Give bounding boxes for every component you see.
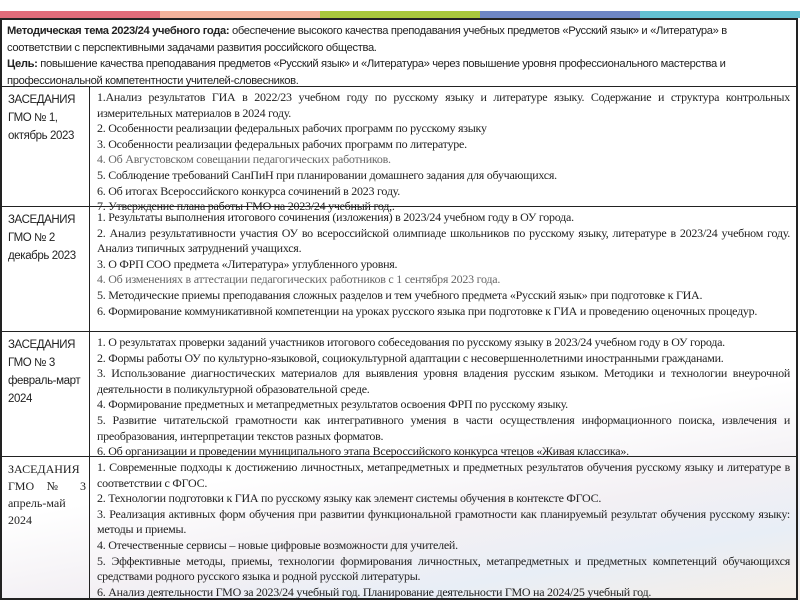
agenda-item: 4. Отечественные сервисы – новые цифровые возможности для учителей. (97, 537, 458, 552)
agenda-item: 1. Результаты выполнения итогового сочинения (изложения) в 2023/24 учебном году в ОУ города. (97, 210, 574, 224)
meeting-agenda (90, 457, 796, 599)
bar-segment (0, 11, 160, 18)
decorative-color-bar (0, 11, 800, 18)
meeting-agenda (90, 207, 796, 331)
agenda-item: 5. Методические приемы преподавания сложных разделов и тем учебного предмета «Русский язык» при подготовке к ГИА. (97, 287, 703, 302)
bar-segment (640, 11, 800, 18)
agenda-item: 2. Анализ результативности участия ОУ во всероссийской олимпиаде школьников по русскому языку, литературе в 2023/24 учебном году. Анализ типичных затруднений учащихся. (97, 225, 790, 256)
table-header (2, 20, 796, 87)
agenda-item: 5. Соблюдение требований СанПиН при планировании домашнего задания для обучающихся. (97, 167, 557, 182)
goal-label: Цель: (7, 58, 38, 70)
agenda-item: 1. Современные подходы к достижению личностных, метапредметных и предметных результатов обучения русскому языку и литературе в соответствии с ФГОС. (97, 460, 790, 490)
agenda-item: 3. Особенности реализации федеральных рабочих программ по литературе. (97, 136, 467, 151)
table-row (2, 332, 796, 457)
agenda-item: 2. Технологии подготовки к ГИА по русскому языку как элемент системы обучения в контексте ФГОС. (97, 491, 602, 506)
agenda-item: 7. Утверждение плана работы ГМО на 2023/24 учебный год,. (97, 199, 395, 214)
agenda-item: 5. Эффективные методы, приемы, технологии формирования личностных, метапредметных и предметных компетенций обучающихся средствами родного русского языка и родной русской литературы. (97, 553, 790, 584)
agenda-item: 4. Об Августовском совещании педагогических работников. (97, 152, 391, 167)
theme-label: Методическая тема 2023/24 учебного года: (7, 25, 230, 37)
agenda-item: 5. Развитие читательской грамотности как интегративного умения в части осуществления информационного поиска, извлечения и преобразования, интерпретации текстов разных форматов. (97, 412, 790, 443)
agenda-item: 3. Использование диагностических материалов для выявления уровня владения русским языком. Методики и технологии внеурочной деятельности в поликультурной образовательной среде. (97, 366, 790, 396)
bar-segment (480, 11, 640, 18)
meeting-title: ЗАСЕДАНИЯ ГМО № 1, октябрь 2023 (2, 87, 90, 206)
agenda-item: 4. Об изменениях в аттестации педагогических работников с 1 сентября 2023 года. (97, 272, 501, 287)
theme-statement (7, 23, 792, 56)
table-row (2, 457, 796, 599)
agenda-item: 6. Формирование коммуникативной компетенции на уроках русского языка при подготовке к ГИА и проведению оценочных процедур. (97, 303, 758, 318)
meeting-title: ЗАСЕДАНИЯ ГМО № 3 апрель-май 2024 (2, 457, 90, 599)
agenda-item: 2. Формы работы ОУ по культурно-языковой, социокультурной адаптации с несовершеннолетними иностранными гражданами. (97, 350, 724, 365)
goal-text: повышение качества преподавания предметов «Русский язык» и «Литература» через повышение уровня профессионального мастерства и профессиональной компетентности учителей-словесников. (7, 58, 726, 87)
agenda-item: 6. Об организации и проведении муниципального этапа Всероссийского конкурса чтецов «Живая классика». (97, 444, 629, 459)
bar-segment (160, 11, 320, 18)
agenda-item: 1.Анализ результатов ГИА в 2022/23 учебном году по русскому языку и литературе языку. Содержание и структура контрольных измерительных материалов в 2024 году. (97, 90, 790, 120)
meetings-table (0, 18, 798, 600)
agenda-item: 3. Реализация активных форм обучения при развитии функциональной грамотности как планируемый результат обучения русскому языку: методы и приемы. (97, 506, 790, 537)
agenda-item: 4. Формирование предметных и метапредметных результатов освоения ФРП по русскому языку. (97, 397, 568, 412)
agenda-item: 3. О ФРП СОО предмета «Литература» углубленного уровня. (97, 256, 398, 271)
table-row (2, 87, 796, 214)
meeting-title: ЗАСЕДАНИЯ ГМО № 3 февраль-март 2024 (2, 332, 90, 456)
bar-segment (320, 11, 480, 18)
meeting-title: ЗАСЕДАНИЯ ГМО № 2 декабрь 2023 (2, 207, 90, 331)
goal-statement (7, 56, 792, 89)
agenda-item: 1. О результатах проверки заданий участников итогового собеседования по русскому языку в 2023/24 учебном году в ОУ города. (97, 335, 725, 349)
theme-text: обеспечение высокого качества преподавания учебных предметов «Русский язык» и «Литература» в соответствии с перспективными задачами развития российского общества. (7, 25, 727, 54)
table-row (2, 207, 796, 332)
meeting-agenda (90, 87, 796, 214)
meeting-agenda (90, 332, 796, 459)
agenda-item: 6. Анализ деятельности ГМО за 2023/24 учебный год. Планирование деятельности ГМО на 2024/25 учебный год. (97, 584, 652, 599)
agenda-item: 6. Об итогах Всероссийского конкурса сочинений в 2023 году. (97, 183, 400, 198)
agenda-item: 2. Особенности реализации федеральных рабочих программ по русскому языку (97, 121, 487, 136)
